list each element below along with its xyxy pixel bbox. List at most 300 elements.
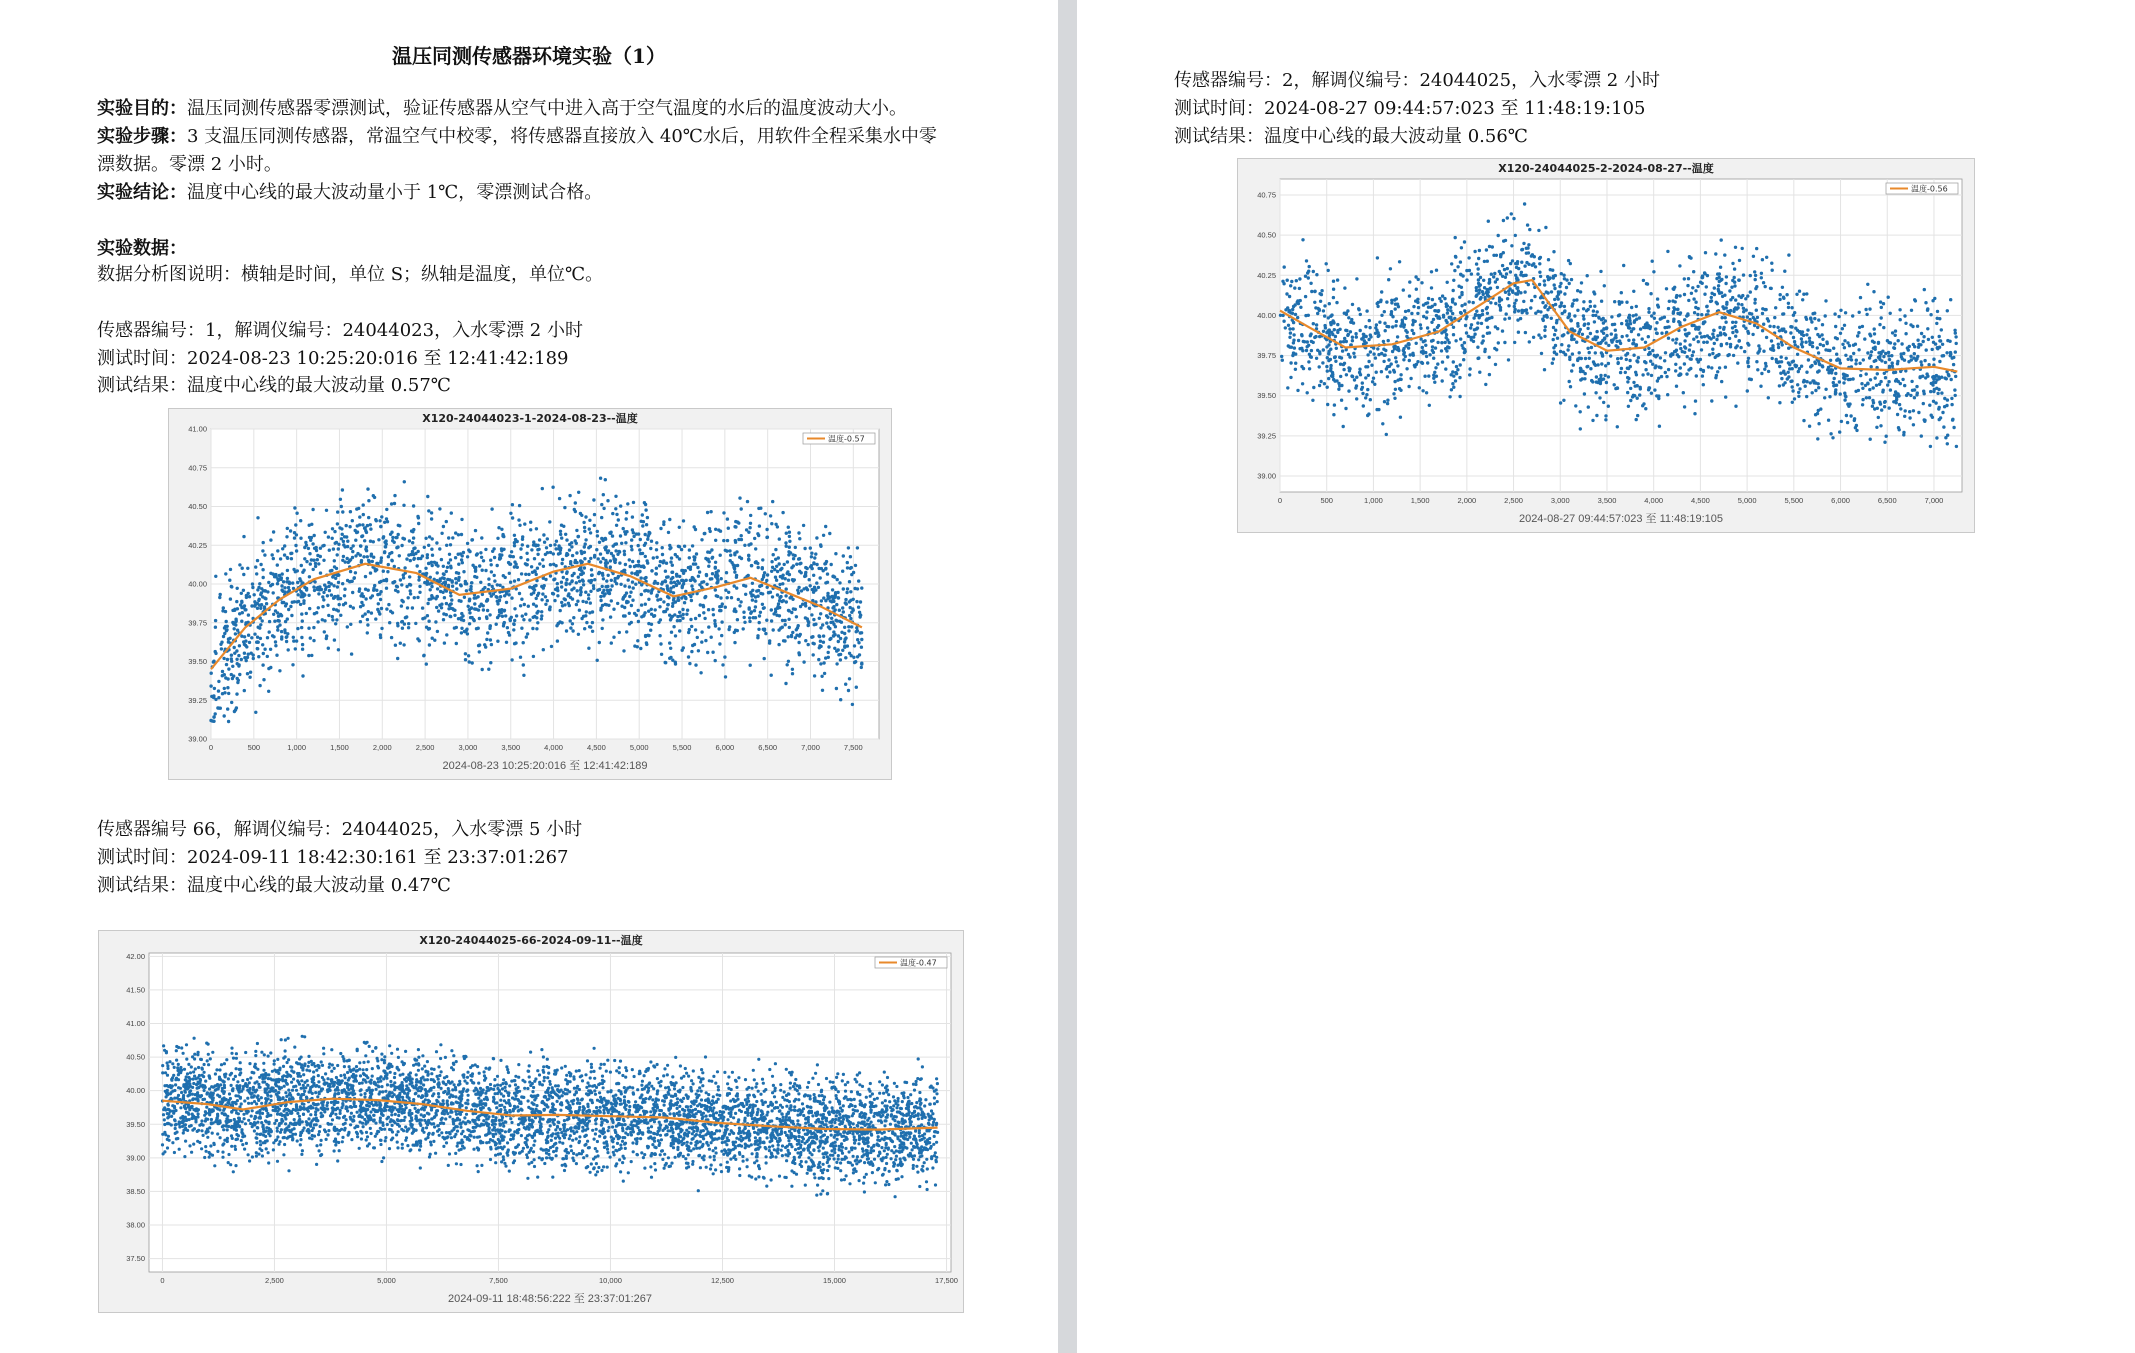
- data-point: [709, 1167, 712, 1170]
- data-point: [802, 587, 805, 590]
- data-point: [659, 527, 662, 530]
- data-point: [480, 556, 483, 559]
- data-point: [489, 638, 492, 641]
- data-point: [844, 656, 847, 659]
- data-point: [286, 1113, 289, 1116]
- data-point: [664, 661, 667, 664]
- data-point: [832, 634, 835, 637]
- data-point: [234, 632, 237, 635]
- data-point: [460, 533, 463, 536]
- data-point: [705, 574, 708, 577]
- data-point: [700, 630, 703, 633]
- data-point: [778, 599, 781, 602]
- data-point: [733, 553, 736, 556]
- data-point: [757, 1108, 760, 1111]
- data-point: [445, 520, 448, 523]
- data-point: [364, 529, 367, 532]
- data-point: [289, 605, 292, 608]
- data-point: [857, 1142, 860, 1145]
- data-point: [670, 631, 673, 634]
- data-point: [589, 531, 592, 534]
- data-point: [837, 640, 840, 643]
- data-point: [683, 1142, 686, 1145]
- data-point: [703, 596, 706, 599]
- data-point: [286, 1061, 289, 1064]
- data-point: [714, 561, 717, 564]
- data-point: [748, 620, 751, 623]
- data-point: [386, 1083, 389, 1086]
- data-point: [815, 581, 818, 584]
- data-point: [248, 676, 251, 679]
- data-point: [303, 557, 306, 560]
- data-point: [702, 604, 705, 607]
- data-point: [223, 673, 226, 676]
- data-point: [628, 622, 631, 625]
- data-point: [676, 580, 679, 583]
- data-point: [765, 1185, 768, 1188]
- data-point: [580, 552, 583, 555]
- data-point: [582, 521, 585, 524]
- data-point: [763, 629, 766, 632]
- data-point: [669, 647, 672, 650]
- data-point: [513, 579, 516, 582]
- data-point: [331, 1118, 334, 1121]
- data-point: [436, 595, 439, 598]
- data-point: [673, 613, 676, 616]
- data-point: [754, 616, 757, 619]
- data-point: [855, 686, 858, 689]
- data-point: [262, 652, 265, 655]
- data-point: [259, 623, 262, 626]
- data-point: [363, 539, 366, 542]
- data-point: [349, 623, 352, 626]
- data-point: [651, 1143, 654, 1146]
- data-point: [714, 539, 717, 542]
- data-point: [792, 557, 795, 560]
- data-point: [252, 657, 255, 660]
- data-point: [254, 565, 257, 568]
- data-point: [624, 563, 627, 566]
- data-point: [417, 1056, 420, 1059]
- data-point: [475, 627, 478, 630]
- data-point: [753, 1095, 756, 1098]
- data-point: [484, 569, 487, 572]
- data-point: [359, 544, 362, 547]
- data-point: [349, 547, 352, 550]
- data-point: [235, 692, 238, 695]
- data-point: [294, 544, 297, 547]
- data-point: [772, 628, 775, 631]
- data-point: [619, 504, 622, 507]
- data-point: [629, 591, 632, 594]
- data-point: [344, 602, 347, 605]
- data-point: [237, 663, 240, 666]
- data-point: [559, 533, 562, 536]
- data-point: [542, 565, 545, 568]
- data-point: [641, 524, 644, 527]
- data-point: [797, 531, 800, 534]
- data-point: [860, 662, 863, 665]
- data-point: [344, 1122, 347, 1125]
- data-point: [425, 583, 428, 586]
- data-point: [225, 663, 228, 666]
- data-point: [553, 577, 556, 580]
- data-point: [314, 565, 317, 568]
- data-point: [553, 599, 556, 602]
- data-point: [724, 606, 727, 609]
- data-point: [634, 583, 637, 586]
- data-point: [807, 624, 810, 627]
- data-point: [664, 570, 667, 573]
- data-point: [299, 537, 302, 540]
- data-point: [300, 564, 303, 567]
- data-point: [788, 573, 791, 576]
- data-point: [263, 605, 266, 608]
- data-point: [777, 1144, 780, 1147]
- data-point: [830, 563, 833, 566]
- data-point: [726, 517, 729, 520]
- data-point: [448, 1131, 451, 1134]
- data-point: [256, 516, 259, 519]
- data-point: [495, 596, 498, 599]
- data-point: [634, 1100, 637, 1103]
- data-point: [602, 493, 605, 496]
- data-point: [853, 1135, 856, 1138]
- data-point: [543, 541, 546, 544]
- data-point: [601, 1075, 604, 1078]
- data-point: [510, 616, 513, 619]
- data-point: [380, 627, 383, 630]
- data-point: [598, 541, 601, 544]
- data-point: [609, 615, 612, 618]
- data-point: [784, 541, 787, 544]
- data-point: [200, 1058, 203, 1061]
- data-point: [460, 612, 463, 615]
- data-point: [387, 563, 390, 566]
- data-point: [639, 1137, 642, 1140]
- data-point: [331, 615, 334, 618]
- data-point: [633, 565, 636, 568]
- data-point: [765, 1131, 768, 1134]
- data-point: [770, 560, 773, 563]
- data-point: [605, 579, 608, 582]
- data-point: [345, 1118, 348, 1121]
- data-point: [285, 635, 288, 638]
- data-point: [786, 663, 789, 666]
- steps-text-1: 3 支温压同测传感器，常温空气中校零，将传感器直接放入 40℃水后，用软件全程采集水中零: [187, 126, 937, 147]
- data-point: [535, 527, 538, 530]
- data-point: [387, 603, 390, 606]
- data-point: [227, 667, 230, 670]
- data-point: [576, 535, 579, 538]
- temperature-chart-sensor-1: [168, 408, 892, 780]
- data-point: [519, 556, 522, 559]
- data-point: [219, 1136, 222, 1139]
- data-point: [666, 584, 669, 587]
- sensor-66-time: 测试时间：2024-09-11 18:42:30:161 至 23:37:01:267: [97, 847, 569, 868]
- data-point: [468, 660, 471, 663]
- data-point: [171, 1062, 174, 1065]
- data-point: [747, 1086, 750, 1089]
- data-point: [295, 512, 298, 515]
- data-point: [296, 627, 299, 630]
- data-point: [531, 1108, 534, 1111]
- data-point: [638, 570, 641, 573]
- data-point: [727, 527, 730, 530]
- y-tick-label: 41.00: [126, 1019, 145, 1029]
- data-point: [455, 1113, 458, 1116]
- data-point: [831, 620, 834, 623]
- data-point: [659, 1084, 662, 1087]
- data-point: [363, 1095, 366, 1098]
- data-point: [459, 1163, 462, 1166]
- data-point: [788, 535, 791, 538]
- data-point: [354, 554, 357, 557]
- data-point: [228, 579, 231, 582]
- data-point: [830, 1134, 833, 1137]
- data-point: [255, 1132, 258, 1135]
- data-point: [496, 583, 499, 586]
- data-point: [382, 579, 385, 582]
- data-point: [226, 707, 229, 710]
- data-point: [255, 572, 258, 575]
- data-point: [496, 564, 499, 567]
- data-point: [437, 609, 440, 612]
- data-point: [496, 1083, 499, 1086]
- data-point: [443, 596, 446, 599]
- data-point: [838, 581, 841, 584]
- data-point: [484, 1067, 487, 1070]
- data-point: [366, 623, 369, 626]
- data-point: [798, 570, 801, 573]
- data-point: [827, 656, 830, 659]
- data-point: [827, 651, 830, 654]
- data-point: [468, 550, 471, 553]
- data-point: [699, 671, 702, 674]
- data-point: [508, 554, 511, 557]
- data-point: [445, 570, 448, 573]
- data-point: [795, 615, 798, 618]
- data-point: [689, 618, 692, 621]
- data-point: [770, 570, 773, 573]
- data-point: [650, 569, 653, 572]
- data-point: [378, 519, 381, 522]
- data-point: [640, 583, 643, 586]
- data-point: [231, 665, 234, 668]
- data-point: [591, 610, 594, 613]
- data-point: [847, 689, 850, 692]
- data-point: [210, 672, 213, 675]
- x-tick-label: 12,500: [711, 1276, 734, 1285]
- data-point: [232, 622, 235, 625]
- data-point: [643, 1167, 646, 1170]
- data-point: [523, 603, 526, 606]
- data-point: [667, 531, 670, 534]
- y-tick-label: 40.00: [126, 1086, 145, 1096]
- data-point: [818, 646, 821, 649]
- data-point: [841, 649, 844, 652]
- data-point: [460, 631, 463, 634]
- data-point: [392, 581, 395, 584]
- data-point: [389, 1071, 392, 1074]
- data-point: [278, 619, 281, 622]
- data-point: [680, 569, 683, 572]
- data-point: [494, 1132, 497, 1135]
- data-point: [852, 656, 855, 659]
- data-point: [240, 658, 243, 661]
- data-point: [835, 1094, 838, 1097]
- data-point: [440, 558, 443, 561]
- data-point: [826, 572, 829, 575]
- data-point: [400, 604, 403, 607]
- data-point: [770, 522, 773, 525]
- data-point: [637, 544, 640, 547]
- data-point: [457, 563, 460, 566]
- data-point: [770, 619, 773, 622]
- data-point: [380, 1053, 383, 1056]
- data-point: [575, 581, 578, 584]
- data-point: [546, 537, 549, 540]
- data-point: [314, 562, 317, 565]
- data-point: [224, 676, 227, 679]
- data-point: [447, 536, 450, 539]
- data-point: [429, 588, 432, 591]
- data-point: [290, 552, 293, 555]
- data-point: [209, 684, 212, 687]
- data-point: [549, 1124, 552, 1127]
- data-point: [844, 601, 847, 604]
- data-point: [403, 1116, 406, 1119]
- data-point: [776, 570, 779, 573]
- data-point: [603, 546, 606, 549]
- data-point: [652, 615, 655, 618]
- data-point: [435, 541, 438, 544]
- data-point: [571, 622, 574, 625]
- data-point: [936, 1082, 939, 1085]
- data-point: [647, 634, 650, 637]
- data-point: [571, 629, 574, 632]
- data-point: [307, 594, 310, 597]
- data-point: [489, 661, 492, 664]
- x-tick-label: 1,000: [287, 743, 307, 752]
- data-point: [738, 604, 741, 607]
- data-point: [817, 1083, 820, 1086]
- data-point: [422, 1131, 425, 1134]
- data-point: [396, 624, 399, 627]
- data-point: [822, 1163, 825, 1166]
- data-point: [813, 642, 816, 645]
- data-point: [774, 1062, 777, 1065]
- data-point: [242, 573, 245, 576]
- data-point: [203, 1114, 206, 1117]
- data-point: [305, 587, 308, 590]
- data-point: [247, 653, 250, 656]
- data-point: [276, 549, 279, 552]
- data-point: [848, 580, 851, 583]
- data-point: [351, 591, 354, 594]
- data-point: [214, 712, 217, 715]
- data-point: [249, 671, 252, 674]
- data-point: [193, 1075, 196, 1078]
- data-point: [435, 1109, 438, 1112]
- data-point: [347, 1079, 350, 1082]
- data-point: [552, 552, 555, 555]
- data-point: [244, 1051, 247, 1054]
- data-point: [608, 531, 611, 534]
- data-point: [793, 1105, 796, 1108]
- data-point: [560, 1066, 563, 1069]
- data-point: [289, 529, 292, 532]
- data-point: [640, 1151, 643, 1154]
- data-point: [445, 544, 448, 547]
- data-point: [510, 1121, 513, 1124]
- data-point: [703, 532, 706, 535]
- data-point: [496, 616, 499, 619]
- data-point: [402, 504, 405, 507]
- data-point: [655, 548, 658, 551]
- data-point: [590, 568, 593, 571]
- data-point: [668, 547, 671, 550]
- data-point: [737, 521, 740, 524]
- data-point: [569, 619, 572, 622]
- data-point: [411, 606, 414, 609]
- data-point: [660, 653, 663, 656]
- data-point: [650, 1176, 653, 1179]
- data-point: [521, 614, 524, 617]
- data-point: [560, 524, 563, 527]
- data-point: [310, 654, 313, 657]
- x-tick-label: 7,500: [489, 1276, 508, 1285]
- data-point: [630, 538, 633, 541]
- data-point: [376, 608, 379, 611]
- data-point: [631, 580, 634, 583]
- data-point: [695, 552, 698, 555]
- data-point: [625, 591, 628, 594]
- data-point: [599, 477, 602, 480]
- data-point: [871, 1171, 874, 1174]
- data-point: [345, 524, 348, 527]
- data-point: [770, 674, 773, 677]
- data-point: [193, 1037, 196, 1040]
- data-point: [258, 1076, 261, 1079]
- data-point: [742, 611, 745, 614]
- data-point: [399, 578, 402, 581]
- data-point: [446, 1099, 449, 1102]
- data-point: [520, 572, 523, 575]
- data-point: [650, 608, 653, 611]
- data-point: [312, 585, 315, 588]
- x-tick-label: 5,000: [377, 1276, 396, 1285]
- data-point: [742, 627, 745, 630]
- data-point: [280, 637, 283, 640]
- data-point: [521, 535, 524, 538]
- data-point: [492, 1057, 495, 1060]
- data-point: [524, 613, 527, 616]
- data-point: [358, 515, 361, 518]
- data-point: [281, 547, 284, 550]
- data-point: [819, 576, 822, 579]
- data-point: [412, 504, 415, 507]
- data-point: [899, 1157, 902, 1160]
- data-point: [680, 596, 683, 599]
- data-point: [455, 1162, 458, 1165]
- data-point: [232, 1057, 235, 1060]
- data-point: [561, 558, 564, 561]
- data-point: [230, 673, 233, 676]
- data-point: [735, 576, 738, 579]
- data-point: [930, 1109, 933, 1112]
- data-point: [229, 568, 232, 571]
